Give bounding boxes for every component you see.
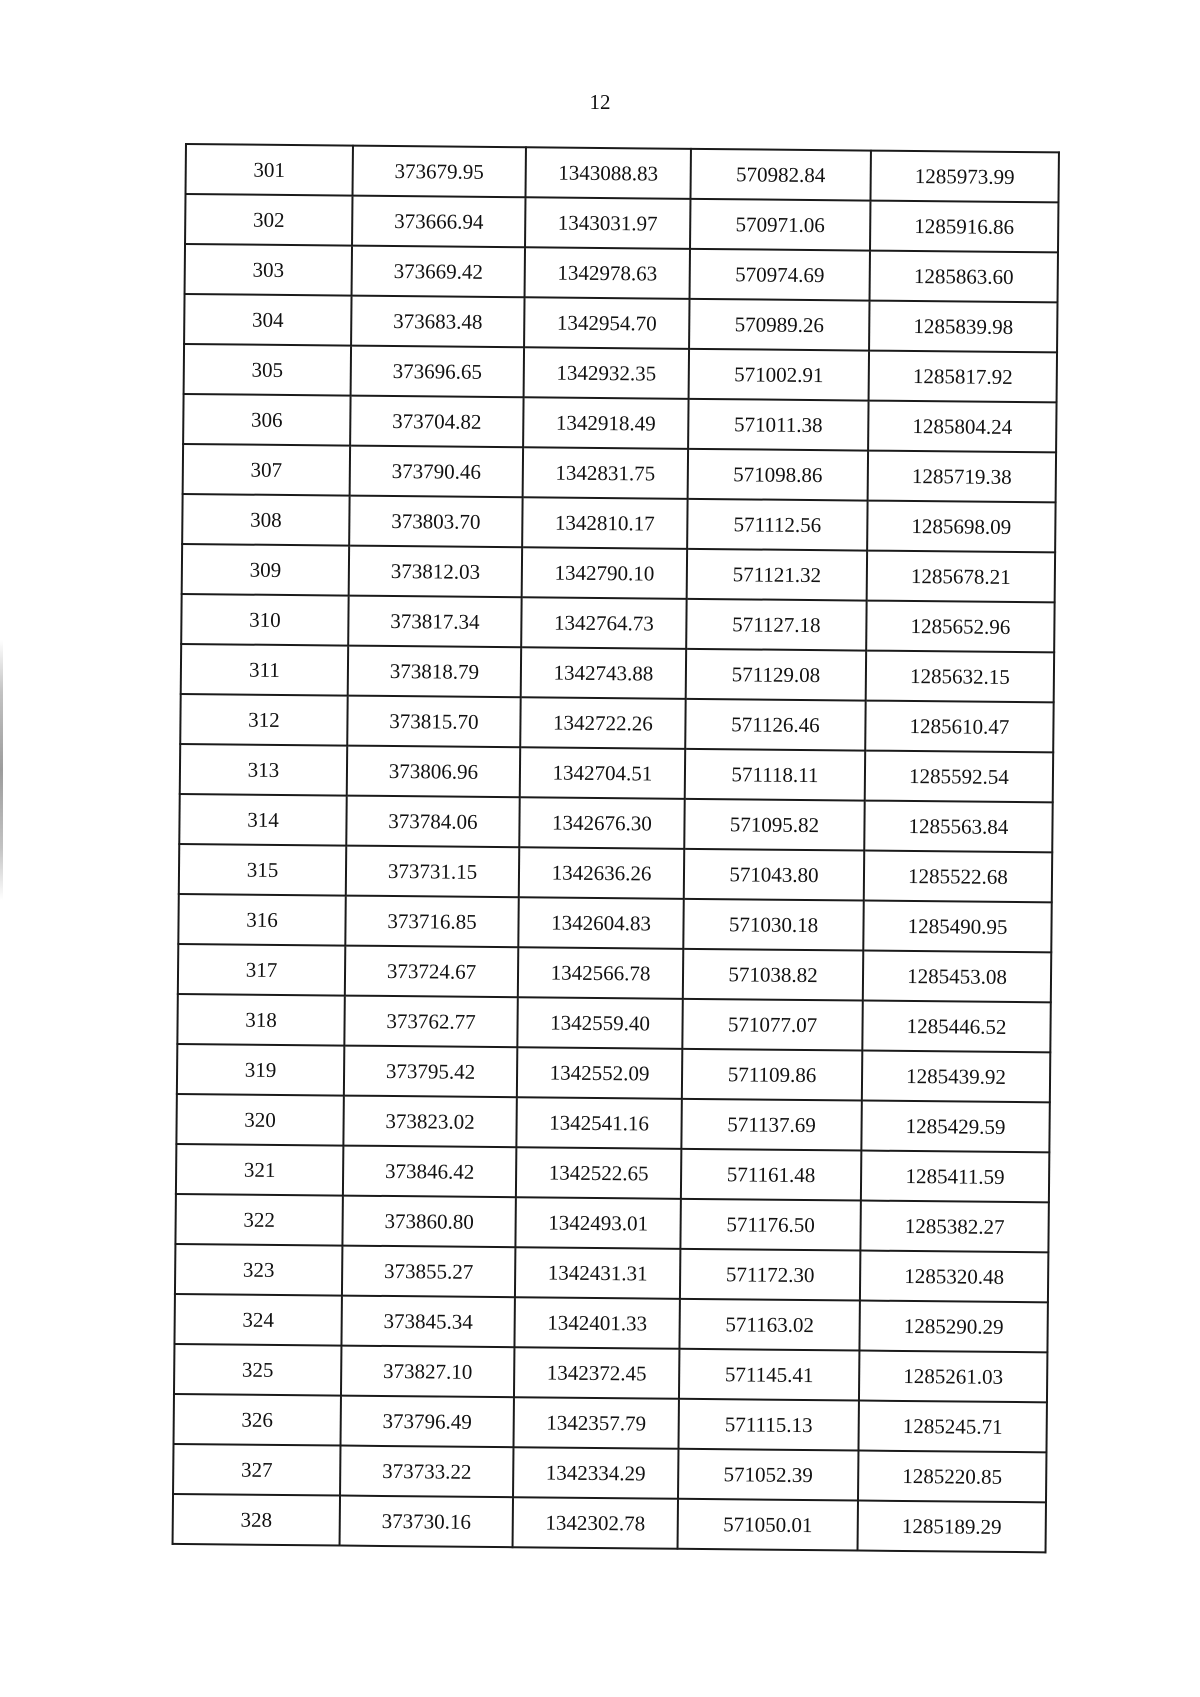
point-id-cell: 314: [179, 794, 346, 846]
coord-y1-cell: 1342676.30: [519, 797, 684, 849]
coord-x1-cell: 373762.77: [344, 996, 517, 1048]
coord-y1-cell: 1342541.16: [516, 1097, 681, 1149]
table-row: [179, 844, 1052, 902]
point-id-cell: 301: [186, 144, 353, 196]
point-id-cell: 310: [181, 594, 348, 646]
point-id-cell: 320: [176, 1094, 343, 1146]
point-id-cell: 313: [180, 744, 347, 796]
table-row: [174, 1344, 1047, 1402]
coord-y2-cell: 1285320.48: [860, 1251, 1048, 1303]
coord-y2-cell: 1285973.99: [870, 151, 1058, 203]
coord-y1-cell: 1342604.83: [518, 897, 683, 949]
coord-y1-cell: 1342831.75: [523, 447, 688, 499]
coord-y1-cell: 1342704.51: [520, 747, 685, 799]
coord-x2-cell: 571176.50: [680, 1199, 860, 1251]
point-id-cell: 311: [181, 644, 348, 696]
coord-x2-cell: 571163.02: [679, 1299, 859, 1351]
point-id-cell: 305: [184, 344, 351, 396]
coord-x1-cell: 373784.06: [346, 796, 519, 848]
coord-y1-cell: 1342302.78: [513, 1497, 678, 1549]
coord-x2-cell: 571030.18: [683, 899, 863, 951]
coord-x1-cell: 373860.80: [342, 1196, 515, 1248]
table-row: [175, 1244, 1048, 1302]
coord-y2-cell: 1285563.84: [864, 801, 1052, 853]
coord-x2-cell: 571052.39: [678, 1449, 858, 1501]
point-id-cell: 328: [173, 1494, 340, 1546]
scan-edge-shadow: [0, 640, 3, 900]
point-id-cell: 321: [176, 1144, 343, 1196]
coord-x1-cell: 373731.15: [346, 846, 519, 898]
coord-y1-cell: 1343031.97: [525, 197, 690, 249]
point-id-cell: 316: [178, 894, 345, 946]
table-row: [177, 1044, 1050, 1102]
coord-x1-cell: 373790.46: [350, 446, 523, 498]
coord-y2-cell: 1285446.52: [862, 1001, 1050, 1053]
coord-y2-cell: 1285698.09: [867, 501, 1055, 553]
point-id-cell: 327: [173, 1444, 340, 1496]
point-id-cell: 319: [177, 1044, 344, 1096]
table-row: [185, 244, 1058, 302]
table-row: [183, 394, 1056, 452]
coord-y1-cell: 1342559.40: [517, 997, 682, 1049]
point-id-cell: 323: [175, 1244, 342, 1296]
coord-x1-cell: 373696.65: [351, 346, 524, 398]
coord-x1-cell: 373666.94: [352, 196, 525, 248]
table-row: [178, 944, 1051, 1002]
table-row: [176, 1144, 1049, 1202]
coord-x2-cell: 571129.08: [686, 649, 866, 701]
table-row: [186, 144, 1059, 202]
coord-x2-cell: 571050.01: [678, 1499, 858, 1551]
coord-x2-cell: 571043.80: [684, 849, 864, 901]
coord-x2-cell: 571145.41: [679, 1349, 859, 1401]
coord-x2-cell: 570974.69: [690, 249, 870, 301]
coord-y2-cell: 1285592.54: [865, 751, 1053, 803]
coord-x1-cell: 373716.85: [345, 896, 518, 948]
point-id-cell: 318: [177, 994, 344, 1046]
coord-x2-cell: 571002.91: [689, 349, 869, 401]
coord-y2-cell: 1285245.71: [858, 1401, 1046, 1453]
page-number: 12: [589, 90, 611, 114]
point-id-cell: 312: [180, 694, 347, 746]
table-row: [180, 744, 1053, 802]
coord-x1-cell: 373704.82: [350, 396, 523, 448]
coord-y1-cell: 1342743.88: [521, 647, 686, 699]
point-id-cell: 325: [174, 1344, 341, 1396]
coord-y1-cell: 1342552.09: [517, 1047, 682, 1099]
point-id-cell: 303: [185, 244, 352, 296]
coord-x1-cell: 373817.34: [348, 596, 521, 648]
point-id-cell: 326: [174, 1394, 341, 1446]
table-row: [175, 1194, 1048, 1252]
table-row: [173, 1494, 1046, 1552]
coord-x1-cell: 373733.22: [340, 1446, 513, 1498]
table-row: [176, 1094, 1049, 1152]
coord-y2-cell: 1285652.96: [866, 601, 1054, 653]
point-id-cell: 304: [184, 294, 351, 346]
coord-x1-cell: 373730.16: [340, 1496, 513, 1548]
coord-x2-cell: 571161.48: [681, 1149, 861, 1201]
coord-y2-cell: 1285817.92: [869, 351, 1057, 403]
coord-y1-cell: 1342978.63: [525, 247, 690, 299]
table-row: [174, 1394, 1047, 1452]
coord-y2-cell: 1285916.86: [870, 201, 1058, 253]
coord-y2-cell: 1285632.15: [866, 651, 1054, 703]
coord-y2-cell: 1285804.24: [868, 401, 1056, 453]
coord-x2-cell: 571172.30: [680, 1249, 860, 1301]
coord-y2-cell: 1285290.29: [859, 1301, 1047, 1353]
coord-x2-cell: 571127.18: [686, 599, 866, 651]
coordinate-table-container: [172, 143, 1058, 1553]
coord-y2-cell: 1285863.60: [870, 251, 1058, 303]
coord-y1-cell: 1342401.33: [514, 1297, 679, 1349]
table-row: [181, 594, 1054, 652]
table-row: [184, 344, 1057, 402]
table-row: [185, 194, 1058, 252]
point-id-cell: 315: [179, 844, 346, 896]
coord-x1-cell: 373855.27: [342, 1246, 515, 1298]
coord-y1-cell: 1342357.79: [513, 1397, 678, 1449]
coord-x1-cell: 373823.02: [343, 1096, 516, 1148]
coord-y1-cell: 1342334.29: [513, 1447, 678, 1499]
coord-x2-cell: 571112.56: [687, 499, 867, 551]
point-id-cell: 308: [182, 494, 349, 546]
coord-y1-cell: 1342722.26: [520, 697, 685, 749]
coord-y2-cell: 1285522.68: [864, 851, 1052, 903]
coord-x1-cell: 373827.10: [341, 1346, 514, 1398]
coord-x2-cell: 571011.38: [688, 399, 868, 451]
coord-x2-cell: 571137.69: [681, 1099, 861, 1151]
point-id-cell: 306: [183, 394, 350, 446]
coord-x1-cell: 373679.95: [353, 146, 526, 198]
coord-y1-cell: 1343088.83: [525, 147, 690, 199]
coord-y1-cell: 1342764.73: [521, 597, 686, 649]
coord-x1-cell: 373806.96: [347, 746, 520, 798]
coord-x2-cell: 571109.86: [682, 1049, 862, 1101]
coord-y1-cell: 1342932.35: [524, 347, 689, 399]
coord-x2-cell: 571121.32: [687, 549, 867, 601]
coord-x2-cell: 571126.46: [685, 699, 865, 751]
table-row: [183, 444, 1056, 502]
coord-x1-cell: 373724.67: [345, 946, 518, 998]
table-row: [182, 494, 1055, 552]
coord-y2-cell: 1285453.08: [863, 951, 1051, 1003]
point-id-cell: 307: [183, 444, 350, 496]
coord-x2-cell: 571115.13: [678, 1399, 858, 1451]
coord-x1-cell: 373815.70: [347, 696, 520, 748]
coord-x1-cell: 373846.42: [343, 1146, 516, 1198]
coord-y2-cell: 1285220.85: [858, 1451, 1046, 1503]
coord-y1-cell: 1342431.31: [515, 1247, 680, 1299]
coord-y2-cell: 1285429.59: [861, 1101, 1049, 1153]
coord-y2-cell: 1285189.29: [858, 1501, 1046, 1553]
coord-x2-cell: 570982.84: [690, 149, 870, 201]
coord-y1-cell: 1342918.49: [523, 397, 688, 449]
table-row: [178, 894, 1051, 952]
coord-x1-cell: 373683.48: [351, 296, 524, 348]
point-id-cell: 324: [174, 1294, 341, 1346]
coord-y2-cell: 1285490.95: [863, 901, 1051, 953]
table-row: [177, 994, 1050, 1052]
coord-y2-cell: 1285261.03: [859, 1351, 1047, 1403]
coord-y2-cell: 1285839.98: [869, 301, 1057, 353]
table-row: [180, 694, 1053, 752]
coordinate-table: [172, 143, 1060, 1553]
table-row: [184, 294, 1057, 352]
point-id-cell: 322: [175, 1194, 342, 1246]
point-id-cell: 302: [185, 194, 352, 246]
point-id-cell: 317: [178, 944, 345, 996]
coord-x2-cell: 571098.86: [688, 449, 868, 501]
table-row: [173, 1444, 1046, 1502]
coord-y2-cell: 1285719.38: [868, 451, 1056, 503]
coord-y1-cell: 1342566.78: [518, 947, 683, 999]
table-row: [179, 794, 1052, 852]
coord-x2-cell: 571118.11: [685, 749, 865, 801]
coord-x1-cell: 373796.49: [341, 1396, 514, 1448]
coord-x1-cell: 373812.03: [349, 546, 522, 598]
coord-y2-cell: 1285411.59: [861, 1151, 1049, 1203]
coordinate-table-body: [173, 144, 1059, 1552]
table-row: [182, 544, 1055, 602]
coord-y2-cell: 1285439.92: [862, 1051, 1050, 1103]
point-id-cell: 309: [182, 544, 349, 596]
coord-x1-cell: 373669.42: [352, 246, 525, 298]
coord-x1-cell: 373845.34: [341, 1296, 514, 1348]
coord-y2-cell: 1285610.47: [865, 701, 1053, 753]
table-row: [174, 1294, 1047, 1352]
coord-x2-cell: 571095.82: [684, 799, 864, 851]
coord-x2-cell: 571077.07: [682, 999, 862, 1051]
coord-x2-cell: 570971.06: [690, 199, 870, 251]
coord-y1-cell: 1342493.01: [515, 1197, 680, 1249]
coord-x1-cell: 373818.79: [348, 646, 521, 698]
coord-y1-cell: 1342954.70: [524, 297, 689, 349]
coord-y1-cell: 1342372.45: [514, 1347, 679, 1399]
coord-x2-cell: 571038.82: [683, 949, 863, 1001]
coord-y1-cell: 1342810.17: [522, 497, 687, 549]
table-row: [181, 644, 1054, 702]
coord-y1-cell: 1342790.10: [522, 547, 687, 599]
coord-x2-cell: 570989.26: [689, 299, 869, 351]
coord-y1-cell: 1342636.26: [519, 847, 684, 899]
coord-x1-cell: 373795.42: [344, 1046, 517, 1098]
coord-x1-cell: 373803.70: [349, 496, 522, 548]
coord-y1-cell: 1342522.65: [516, 1147, 681, 1199]
coord-y2-cell: 1285382.27: [860, 1201, 1048, 1253]
coord-y2-cell: 1285678.21: [867, 551, 1055, 603]
